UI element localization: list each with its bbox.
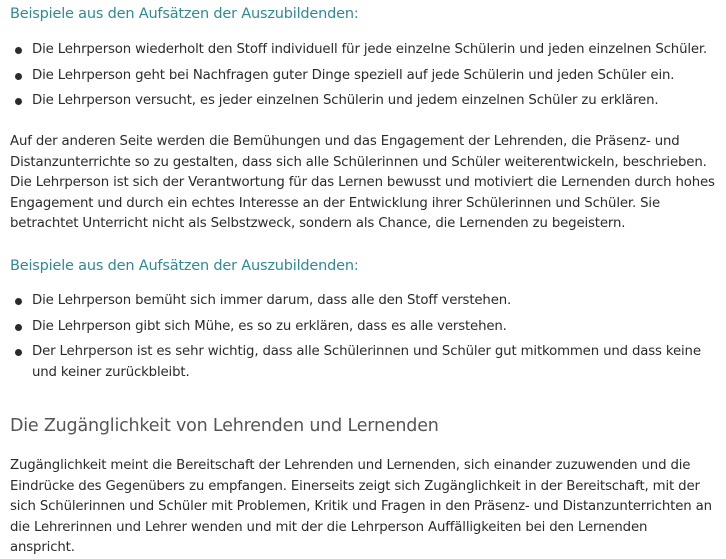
examples-list-2 bbox=[10, 291, 716, 388]
list-item: Die Lehrperson versucht, es jeder einzelnen Schülerin und jedem einzelnen Schüler zu erklären. bbox=[10, 91, 716, 112]
bullet-icon bbox=[15, 349, 22, 356]
bullet-icon bbox=[15, 73, 22, 80]
bullet-icon bbox=[15, 298, 22, 305]
body-paragraph-2: Zugänglichkeit meint die Bereitschaft der Lehrenden und Lernenden, sich einander zuzuwenden und die Eindrücke des Gegenübers zu empfangen. Einerseits zeigt sich Zugänglichkeit in der Bereitschaft, mit der sich Schülerinnen und Schüler mit Problemen, Kritik und Fragen in den Präsenz- und Distanzunterrichten an die Lehrerinnen und Lehrer wenden und mit der die Lehrperson Auffälligkeiten bei den Lernenden anspricht. bbox=[10, 458, 712, 555]
body-paragraph-1: Auf der anderen Seite werden die Bemühungen und das Engagement der Lehrenden, die Präsenz- und Distanzunterrichte so zu gestalten, dass sich alle Schülerinnen und Schüler weiterentwickeln, beschrieben. Die Lehrperson ist sich der Verantwortung für das Lernen bewusst und motiviert die Lernenden durch hohes Engagement und durch ein echtes Interesse an der Entwicklung ihrer Schülerinnen und Schüler. Sie betrachtet Unterricht nicht als Selbstzweck, sondern als Chance, die Lernenden zu begeistern. bbox=[10, 134, 715, 231]
section-title: Die Zugänglichkeit von Lehrenden und Lernenden bbox=[10, 416, 439, 436]
examples-subheading-2: Beispiele aus den Aufsätzen der Auszubildenden: bbox=[10, 258, 359, 274]
list-item: Die Lehrperson geht bei Nachfragen guter Dinge speziell auf jede Schülerin und jeden Schüler ein. bbox=[10, 66, 716, 87]
list-item: Der Lehrperson ist es sehr wichtig, dass alle Schülerinnen und Schüler gut mitkommen und dass keine und keiner zurückbleibt. bbox=[10, 342, 716, 383]
list-item: Die Lehrperson bemüht sich immer darum, dass alle den Stoff verstehen. bbox=[10, 291, 716, 312]
list-item: Die Lehrperson gibt sich Mühe, es so zu erklären, dass es alle verstehen. bbox=[10, 317, 716, 338]
list-item: Die Lehrperson wiederholt den Stoff individuell für jede einzelne Schülerin und jeden einzelnen Schüler. bbox=[10, 40, 716, 61]
bullet-icon bbox=[15, 324, 22, 331]
bullet-icon bbox=[15, 47, 22, 54]
examples-subheading-1: Beispiele aus den Aufsätzen der Auszubildenden: bbox=[10, 6, 359, 22]
bullet-icon bbox=[15, 98, 22, 105]
examples-list-1 bbox=[10, 40, 716, 117]
